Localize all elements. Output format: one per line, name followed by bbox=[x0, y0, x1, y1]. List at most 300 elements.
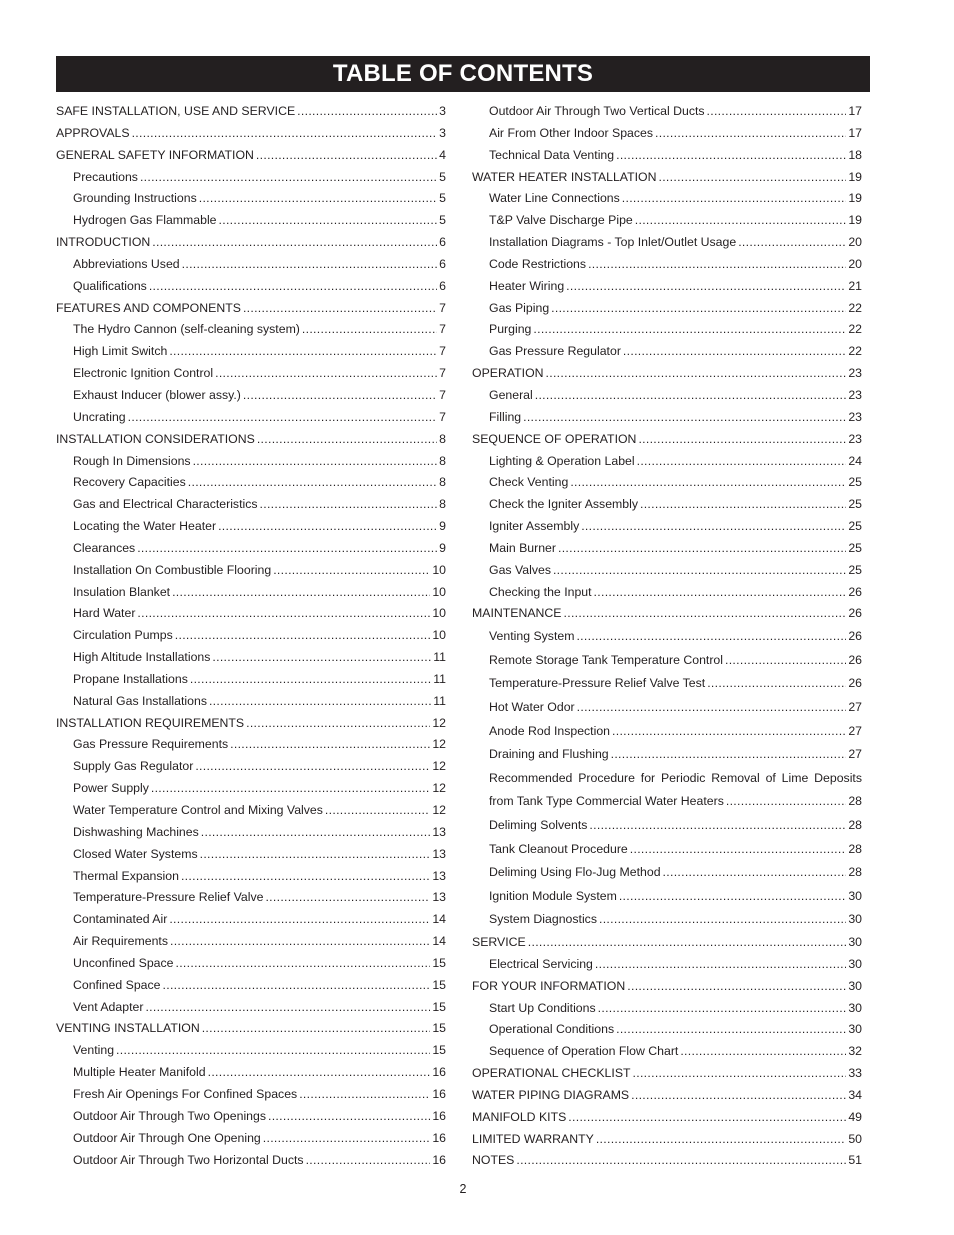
toc-entry-label: Fresh Air Openings For Confined Spaces bbox=[73, 1086, 298, 1101]
toc-leader-dots bbox=[663, 861, 847, 885]
toc-entry-label: SEQUENCE OF OPERATION bbox=[472, 431, 637, 446]
toc-entry-label: Temperature-Pressure Relief Valve Test bbox=[489, 676, 706, 691]
toc-page-number: 30 bbox=[848, 888, 862, 903]
toc-leader-dots bbox=[638, 429, 846, 451]
toc-subsection-entry[interactable] bbox=[472, 1019, 862, 1041]
toc-subsection-entry[interactable] bbox=[472, 560, 862, 582]
toc-subsection-entry[interactable] bbox=[56, 866, 446, 888]
toc-leader-dots bbox=[172, 582, 430, 604]
toc-entry-label: Installation Diagrams - Top Inlet/Outlet Usage bbox=[489, 235, 737, 250]
toc-subsection-entry[interactable] bbox=[472, 814, 862, 838]
toc-entry-label: Qualifications bbox=[73, 278, 147, 293]
toc-page-number: 26 bbox=[848, 652, 862, 667]
toc-page-number: 3 bbox=[439, 125, 446, 140]
toc-page-number: 6 bbox=[439, 278, 446, 293]
toc-right-column bbox=[472, 101, 862, 1172]
toc-entry-label: Installation On Combustible Flooring bbox=[73, 562, 272, 577]
toc-subsection-entry[interactable] bbox=[472, 790, 862, 814]
toc-leader-dots bbox=[630, 838, 847, 862]
toc-subsection-entry[interactable] bbox=[56, 822, 446, 844]
toc-leader-dots bbox=[243, 385, 437, 407]
toc-section-entry[interactable] bbox=[472, 363, 862, 385]
toc-subsection-entry[interactable] bbox=[472, 908, 862, 932]
toc-entry-label: Natural Gas Installations bbox=[73, 693, 207, 708]
toc-entry-label: Exhaust Inducer (blower assy.) bbox=[73, 387, 241, 402]
toc-entry-label: General bbox=[489, 387, 533, 402]
toc-page-number: 17 bbox=[848, 125, 862, 140]
toc-subsection-entry[interactable] bbox=[56, 516, 446, 538]
toc-entry-label: Insulation Blanket bbox=[73, 584, 171, 599]
toc-entry-label: Hot Water Odor bbox=[489, 700, 575, 715]
toc-entry-label: Sequence of Operation Flow Chart bbox=[489, 1044, 679, 1059]
toc-entry-label: Outdoor Air Through Two Horizontal Ducts bbox=[73, 1152, 304, 1167]
toc-entry-label: OPERATION bbox=[472, 366, 544, 381]
toc-page-number: 16 bbox=[432, 1152, 446, 1167]
toc-entry-label: INTRODUCTION bbox=[56, 235, 151, 250]
toc-leader-dots bbox=[599, 908, 846, 932]
toc-subsection-entry[interactable] bbox=[472, 538, 862, 560]
toc-subsection-entry[interactable] bbox=[472, 767, 862, 791]
toc-page-number: 19 bbox=[848, 191, 862, 206]
toc-page-number: 23 bbox=[848, 409, 862, 424]
toc-page-number: 26 bbox=[848, 606, 862, 621]
toc-leader-dots bbox=[215, 363, 437, 385]
toc-page-number: 25 bbox=[848, 519, 862, 534]
toc-subsection-entry[interactable] bbox=[472, 582, 862, 604]
toc-section-entry[interactable] bbox=[472, 1063, 862, 1085]
toc-subsection-entry[interactable] bbox=[56, 560, 446, 582]
toc-leader-dots bbox=[576, 625, 846, 649]
toc-page-number: 4 bbox=[439, 147, 446, 162]
toc-entry-label: Temperature-Pressure Relief Valve bbox=[73, 890, 264, 905]
toc-subsection-entry[interactable] bbox=[472, 1041, 862, 1063]
toc-section-entry[interactable] bbox=[56, 123, 446, 145]
toc-page-number: 7 bbox=[439, 387, 446, 402]
toc-page-number: 23 bbox=[848, 431, 862, 446]
toc-page-number: 27 bbox=[848, 700, 862, 715]
toc-page-number: 22 bbox=[848, 322, 862, 337]
toc-page-number: 21 bbox=[848, 278, 862, 293]
toc-entry-label: Lighting & Operation Label bbox=[489, 453, 635, 468]
toc-subsection-entry[interactable] bbox=[472, 885, 862, 909]
toc-subsection-entry[interactable] bbox=[56, 931, 446, 953]
toc-subsection-entry[interactable] bbox=[472, 407, 862, 429]
toc-leader-dots bbox=[596, 1129, 846, 1151]
toc-subsection-entry[interactable] bbox=[472, 451, 862, 473]
toc-page-number: 14 bbox=[432, 912, 446, 927]
toc-section-entry[interactable] bbox=[56, 145, 446, 167]
toc-subsection-entry[interactable] bbox=[472, 625, 862, 649]
toc-page-number: 25 bbox=[848, 475, 862, 490]
toc-subsection-entry[interactable] bbox=[56, 953, 446, 975]
toc-leader-dots bbox=[260, 494, 438, 516]
toc-entry-label: Deliming Using Flo-Jug Method bbox=[489, 865, 661, 880]
toc-leader-dots bbox=[627, 976, 846, 998]
toc-subsection-entry[interactable] bbox=[56, 1084, 446, 1106]
toc-page-number: 13 bbox=[432, 824, 446, 839]
toc-page-number: 22 bbox=[848, 344, 862, 359]
toc-entry-label: APPROVALS bbox=[56, 125, 130, 140]
toc-leader-dots bbox=[633, 1063, 847, 1085]
toc-page-number: 13 bbox=[432, 846, 446, 861]
toc-leader-dots bbox=[137, 538, 437, 560]
toc-subsection-entry[interactable] bbox=[56, 756, 446, 778]
toc-leader-dots bbox=[594, 582, 847, 604]
toc-page-number: 28 bbox=[848, 865, 862, 880]
toc-subsection-entry[interactable] bbox=[472, 743, 862, 767]
toc-section-entry[interactable] bbox=[56, 101, 446, 123]
toc-page-number: 12 bbox=[432, 737, 446, 752]
toc-subsection-entry[interactable] bbox=[56, 800, 446, 822]
toc-page-number: 30 bbox=[848, 934, 862, 949]
toc-entry-label: Check Venting bbox=[489, 475, 569, 490]
toc-leader-dots bbox=[219, 210, 438, 232]
toc-page-number: 13 bbox=[432, 890, 446, 905]
toc-page-number: 26 bbox=[848, 584, 862, 599]
toc-subsection-entry[interactable] bbox=[472, 672, 862, 696]
toc-subsection-entry[interactable] bbox=[56, 647, 446, 669]
toc-subsection-entry[interactable] bbox=[56, 603, 446, 625]
toc-subsection-entry[interactable] bbox=[472, 472, 862, 494]
toc-subsection-entry[interactable] bbox=[56, 1106, 446, 1128]
toc-entry-label: WATER PIPING DIAGRAMS bbox=[472, 1087, 630, 1102]
toc-leader-dots bbox=[738, 232, 846, 254]
toc-section-entry[interactable] bbox=[472, 167, 862, 189]
toc-page-number: 10 bbox=[432, 562, 446, 577]
toc-page-number: 8 bbox=[439, 475, 446, 490]
toc-subsection-entry[interactable] bbox=[56, 188, 446, 210]
toc-section-entry[interactable] bbox=[472, 1085, 862, 1107]
toc-subsection-entry[interactable] bbox=[56, 276, 446, 298]
toc-page-number: 51 bbox=[848, 1153, 862, 1168]
toc-section-entry[interactable] bbox=[472, 1150, 862, 1172]
toc-page-number: 24 bbox=[848, 453, 862, 468]
toc-leader-dots bbox=[175, 625, 431, 647]
toc-entry-label: Checking the Input bbox=[489, 584, 592, 599]
toc-page-number: 12 bbox=[432, 803, 446, 817]
toc-subsection-entry[interactable] bbox=[56, 1040, 446, 1062]
toc-leader-dots bbox=[201, 822, 431, 844]
toc-section-entry[interactable] bbox=[56, 298, 446, 320]
toc-entry-label: Circulation Pumps bbox=[73, 628, 173, 643]
toc-leader-dots bbox=[589, 814, 846, 838]
toc-subsection-entry[interactable] bbox=[472, 998, 862, 1020]
toc-subsection-entry[interactable] bbox=[56, 625, 446, 647]
toc-leader-dots bbox=[181, 866, 430, 888]
toc-subsection-entry[interactable] bbox=[56, 909, 446, 931]
toc-entry-label: Multiple Heater Manifold bbox=[73, 1065, 206, 1080]
toc-subsection-entry[interactable] bbox=[472, 298, 862, 320]
toc-entry-label: Closed Water Systems bbox=[73, 846, 198, 861]
toc-section-entry[interactable] bbox=[472, 1129, 862, 1151]
toc-entry-label: Electronic Ignition Control bbox=[73, 366, 214, 381]
toc-entry-label: Gas Pressure Requirements bbox=[73, 737, 229, 752]
toc-subsection-entry[interactable] bbox=[56, 1128, 446, 1150]
toc-leader-dots bbox=[202, 1018, 431, 1040]
toc-entry-label: INSTALLATION REQUIREMENTS bbox=[56, 715, 245, 730]
toc-page-number: 6 bbox=[439, 256, 446, 271]
toc-entry-label: MAINTENANCE bbox=[472, 606, 562, 621]
toc-entry-label: LIMITED WARRANTY bbox=[472, 1131, 594, 1146]
toc-entry-label: Anode Rod Inspection bbox=[489, 723, 611, 738]
toc-leader-dots bbox=[680, 1041, 846, 1063]
toc-entry-label: Clearances bbox=[73, 540, 136, 555]
toc-leader-dots bbox=[257, 429, 437, 451]
toc-leader-dots bbox=[558, 538, 846, 560]
toc-entry-label: Ignition Module System bbox=[489, 888, 617, 903]
toc-page-number: 13 bbox=[432, 868, 446, 883]
toc-section-entry[interactable] bbox=[472, 429, 862, 451]
toc-entry-label: Filling bbox=[489, 409, 522, 424]
toc-leader-dots bbox=[182, 254, 438, 276]
toc-subsection-entry[interactable] bbox=[472, 385, 862, 407]
toc-page-number: 16 bbox=[432, 1108, 446, 1123]
toc-subsection-entry[interactable] bbox=[56, 691, 446, 713]
toc-leader-dots bbox=[612, 720, 846, 744]
toc-section-entry[interactable] bbox=[472, 603, 862, 625]
toc-subsection-entry[interactable] bbox=[56, 997, 446, 1019]
toc-leader-dots bbox=[218, 516, 437, 538]
toc-entry-label: Gas Pressure Regulator bbox=[489, 344, 621, 359]
toc-leader-dots bbox=[169, 909, 430, 931]
toc-leader-dots bbox=[622, 188, 847, 210]
toc-page-number: 25 bbox=[848, 540, 862, 555]
toc-entry-label: INSTALLATION CONSIDERATIONS bbox=[56, 431, 255, 446]
toc-leader-dots bbox=[707, 101, 847, 123]
toc-entry-label: Locating the Water Heater bbox=[73, 519, 217, 534]
toc-subsection-entry[interactable] bbox=[56, 494, 446, 516]
toc-leader-dots bbox=[577, 696, 847, 720]
toc-entry-label: Hard Water bbox=[73, 606, 136, 621]
toc-subsection-entry[interactable] bbox=[56, 363, 446, 385]
toc-leader-dots bbox=[658, 167, 846, 189]
toc-entry-label: Grounding Instructions bbox=[73, 191, 197, 206]
toc-page-number: 8 bbox=[439, 453, 446, 468]
toc-page-number: 20 bbox=[848, 256, 862, 271]
toc-subsection-entry[interactable] bbox=[472, 494, 862, 516]
toc-leader-dots bbox=[523, 407, 846, 429]
toc-entry-label: Technical Data Venting bbox=[489, 147, 615, 162]
toc-leader-dots bbox=[297, 101, 437, 123]
toc-subsection-entry[interactable] bbox=[472, 188, 862, 210]
toc-entry-label: Electrical Servicing bbox=[489, 956, 593, 971]
toc-leader-dots bbox=[516, 1150, 846, 1172]
toc-leader-dots bbox=[188, 472, 437, 494]
toc-page-number: 6 bbox=[439, 235, 446, 250]
toc-subsection-entry[interactable] bbox=[56, 472, 446, 494]
toc-entry-label: Gas Piping bbox=[489, 300, 550, 315]
toc-leader-dots bbox=[640, 494, 846, 516]
toc-leader-dots bbox=[598, 998, 847, 1020]
toc-entry-label: Air Requirements bbox=[73, 934, 168, 949]
toc-page-number: 9 bbox=[439, 519, 446, 534]
toc-subsection-entry[interactable] bbox=[472, 232, 862, 254]
toc-subsection-entry[interactable] bbox=[472, 319, 862, 341]
toc-subsection-entry[interactable] bbox=[56, 1062, 446, 1084]
toc-leader-dots bbox=[116, 1040, 430, 1062]
toc-section-entry[interactable] bbox=[472, 976, 862, 998]
toc-page-number: 7 bbox=[439, 344, 446, 359]
toc-leader-dots bbox=[268, 1106, 430, 1128]
toc-entry-label: OPERATIONAL CHECKLIST bbox=[472, 1066, 631, 1081]
toc-entry-label: Vent Adapter bbox=[73, 999, 144, 1014]
toc-entry-label: Outdoor Air Through Two Vertical Ducts bbox=[489, 104, 705, 118]
toc-subsection-entry[interactable] bbox=[472, 954, 862, 976]
toc-leader-dots bbox=[243, 298, 437, 320]
toc-page-number: 11 bbox=[433, 693, 446, 708]
toc-subsection-entry[interactable] bbox=[56, 582, 446, 604]
toc-leader-dots bbox=[528, 932, 847, 954]
toc-leader-dots bbox=[195, 756, 430, 778]
toc-section-entry[interactable] bbox=[56, 429, 446, 451]
toc-entry-label: Abbreviations Used bbox=[73, 256, 180, 271]
toc-page-number: 17 bbox=[848, 104, 862, 118]
toc-entry-label: High Limit Switch bbox=[73, 344, 168, 359]
toc-page-number: 30 bbox=[848, 912, 862, 927]
toc-page-number: 5 bbox=[439, 191, 446, 206]
toc-section-entry[interactable] bbox=[472, 1107, 862, 1129]
toc-page-number: 28 bbox=[848, 794, 862, 809]
toc-page-number: 9 bbox=[439, 540, 446, 555]
toc-subsection-entry[interactable] bbox=[472, 838, 862, 862]
toc-entry-label: Tank Cleanout Procedure bbox=[489, 841, 628, 856]
toc-entry-label: Operational Conditions bbox=[489, 1022, 615, 1037]
toc-page-number: 28 bbox=[848, 841, 862, 856]
toc-page-number: 8 bbox=[439, 497, 446, 512]
toc-leader-dots bbox=[707, 672, 846, 696]
toc-subsection-entry[interactable] bbox=[56, 669, 446, 691]
toc-entry-label: Gas and Electrical Characteristics bbox=[73, 497, 258, 512]
toc-leader-dots bbox=[306, 1150, 431, 1172]
toc-entry-label: Outdoor Air Through Two Openings bbox=[73, 1108, 266, 1123]
toc-subsection-entry[interactable] bbox=[472, 276, 862, 298]
toc-entry-label: Power Supply bbox=[73, 781, 149, 796]
toc-page-number: 18 bbox=[848, 147, 862, 162]
toc-subsection-entry[interactable] bbox=[56, 844, 446, 866]
toc-subsection-entry[interactable] bbox=[472, 101, 862, 123]
toc-subsection-entry[interactable] bbox=[472, 145, 862, 167]
toc-subsection-entry[interactable] bbox=[472, 254, 862, 276]
toc-entry-label: Recovery Capacities bbox=[73, 475, 186, 490]
toc-leader-dots bbox=[551, 298, 846, 320]
toc-page-number: 16 bbox=[432, 1086, 446, 1101]
toc-subsection-entry[interactable] bbox=[472, 696, 862, 720]
toc-subsection-entry[interactable] bbox=[472, 720, 862, 744]
toc-leader-dots bbox=[200, 844, 431, 866]
toc-entry-label: The Hydro Cannon (self-cleaning system) bbox=[73, 322, 300, 337]
toc-subsection-entry[interactable] bbox=[472, 516, 862, 538]
toc-page-number: 5 bbox=[439, 213, 446, 228]
toc-entry-label: SERVICE bbox=[472, 934, 526, 949]
toc-section-entry[interactable] bbox=[56, 232, 446, 254]
toc-leader-dots bbox=[623, 341, 846, 363]
toc-subsection-entry[interactable] bbox=[56, 167, 446, 189]
toc-page-number: 12 bbox=[432, 781, 446, 796]
toc-page-number: 30 bbox=[848, 956, 862, 971]
toc-page-number: 26 bbox=[848, 676, 862, 691]
toc-subsection-entry[interactable] bbox=[56, 254, 446, 276]
toc-subsection-entry[interactable] bbox=[56, 407, 446, 429]
toc-leader-dots bbox=[169, 341, 437, 363]
toc-page-number: 11 bbox=[433, 650, 446, 665]
toc-page-number: 14 bbox=[432, 934, 446, 949]
toc-entry-label: Water Temperature Control and Mixing Valves bbox=[73, 803, 323, 817]
toc-entry-label: Confined Space bbox=[73, 977, 161, 992]
toc-subsection-entry[interactable] bbox=[472, 649, 862, 673]
toc-page-number: 8 bbox=[439, 431, 446, 446]
toc-leader-dots bbox=[149, 276, 437, 298]
toc-leader-dots bbox=[176, 953, 431, 975]
toc-subsection-entry[interactable] bbox=[56, 341, 446, 363]
toc-leader-dots bbox=[726, 790, 846, 814]
toc-entry-label: VENTING INSTALLATION bbox=[56, 1021, 200, 1036]
toc-leader-dots bbox=[619, 885, 846, 909]
toc-subsection-entry[interactable] bbox=[472, 341, 862, 363]
toc-entry-label: Unconfined Space bbox=[73, 955, 174, 970]
toc-subsection-entry[interactable] bbox=[56, 778, 446, 800]
toc-leader-dots bbox=[655, 123, 846, 145]
toc-leader-dots bbox=[568, 1107, 846, 1129]
toc-entry-label: Purging bbox=[489, 322, 532, 337]
toc-leader-dots bbox=[616, 145, 846, 167]
toc-leader-dots bbox=[546, 363, 847, 385]
toc-page-number: 33 bbox=[848, 1066, 862, 1081]
toc-section-entry[interactable] bbox=[56, 713, 446, 735]
toc-leader-dots bbox=[635, 210, 847, 232]
toc-entry-label: Venting System bbox=[489, 629, 575, 644]
toc-entry-label: Thermal Expansion bbox=[73, 868, 179, 883]
toc-entry-label: Water Line Connections bbox=[489, 191, 620, 206]
toc-subsection-entry[interactable] bbox=[472, 123, 862, 145]
toc-leader-dots bbox=[273, 560, 430, 582]
toc-page-number: 22 bbox=[848, 300, 862, 315]
toc-entry-label: System Diagnostics bbox=[489, 912, 597, 927]
toc-page-number: 11 bbox=[433, 671, 446, 686]
toc-leader-dots bbox=[145, 997, 430, 1019]
toc-entry-label: Check the Igniter Assembly bbox=[489, 497, 638, 512]
toc-section-entry[interactable] bbox=[472, 932, 862, 954]
toc-entry-label: Deliming Solvents bbox=[489, 818, 588, 832]
toc-subsection-entry[interactable] bbox=[56, 734, 446, 756]
toc-entry-label: Remote Storage Tank Temperature Control bbox=[489, 652, 723, 667]
toc-entry-label: GENERAL SAFETY INFORMATION bbox=[56, 147, 254, 162]
toc-subsection-entry[interactable] bbox=[56, 210, 446, 232]
toc-subsection-entry[interactable] bbox=[56, 385, 446, 407]
toc-leader-dots bbox=[631, 1085, 846, 1107]
toc-leader-dots bbox=[325, 800, 430, 822]
toc-entry-label: Hydrogen Gas Flammable bbox=[73, 213, 217, 228]
toc-subsection-entry[interactable] bbox=[56, 1150, 446, 1172]
toc-page-number: 26 bbox=[848, 629, 862, 644]
toc-subsection-entry[interactable] bbox=[56, 451, 446, 473]
toc-section-entry[interactable] bbox=[56, 1018, 446, 1040]
toc-page-number: 23 bbox=[848, 387, 862, 402]
toc-entry-label: FOR YOUR INFORMATION bbox=[472, 978, 626, 993]
toc-entry-label: Recommended Procedure for Periodic Removal of Lime Deposits bbox=[489, 770, 862, 785]
toc-leader-dots bbox=[570, 472, 846, 494]
toc-subsection-entry[interactable] bbox=[472, 210, 862, 232]
toc-page-number: 32 bbox=[848, 1044, 862, 1059]
toc-page-number: 16 bbox=[432, 1130, 446, 1145]
toc-subsection-entry[interactable] bbox=[56, 538, 446, 560]
toc-subsection-entry[interactable] bbox=[56, 887, 446, 909]
toc-subsection-entry[interactable] bbox=[56, 319, 446, 341]
toc-leader-dots bbox=[212, 647, 431, 669]
toc-page-number: 27 bbox=[848, 747, 862, 762]
toc-subsection-entry[interactable] bbox=[472, 861, 862, 885]
toc-page-number: 20 bbox=[848, 235, 862, 250]
toc-subsection-entry[interactable] bbox=[56, 975, 446, 997]
